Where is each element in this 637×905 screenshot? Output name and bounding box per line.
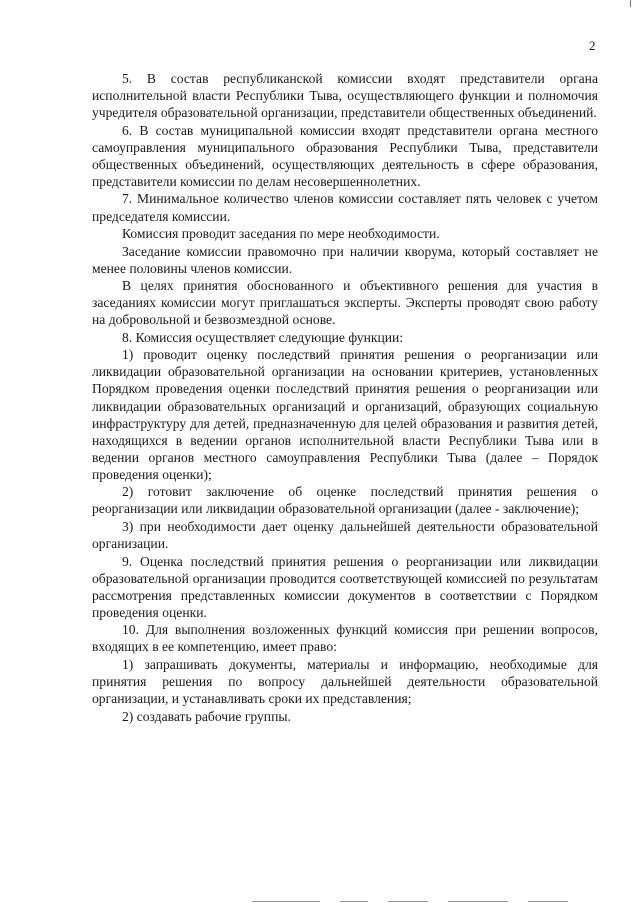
scan-artifact-line xyxy=(448,901,508,902)
paragraph-8-item-3: 3) при необходимости дает оценку дальнейшей деятельности образовательной организации. xyxy=(92,518,598,552)
paragraph-6: 6. В состав муниципальной комиссии входят представители органа местного самоуправления муниципального образования Республики Тыва, представители общественных объединений, осуществляющих деятельность в сфере образования, представители комиссии по делам несовершеннолетних. xyxy=(92,122,598,189)
paragraph-9: 9. Оценка последствий принятия решения о реорганизации или ликвидации образовательной организации проводится соответствующей комиссией по результатам рассмотрения представленных комиссии документов в соответствии с Порядком проведения оценки. xyxy=(92,553,598,620)
page-number: 2 xyxy=(589,38,596,53)
scan-artifact-line xyxy=(340,901,368,902)
paragraph-5: 5. В состав республиканской комиссии входят представители органа исполнительной власти Республики Тыва, осуществляющего функции и полномочия учредителя образовательной организации, представители общественных объединений. xyxy=(92,71,598,121)
paragraph-10: 10. Для выполнения возложенных функций комиссия при решении вопросов, входящих в ее компетенцию, имеет право: xyxy=(92,622,598,655)
scan-artifact-line xyxy=(528,901,568,902)
paragraph-experts: В целях принятия обоснованного и объективного решения для участия в заседаниях комиссии могут приглашаться эксперты. Эксперты проводят свою работу на добровольной и безвозмездной основе. xyxy=(92,278,598,328)
document-body xyxy=(92,70,598,725)
paragraph-8-item-2: 2) готовит заключение об оценке последствий принятия решения о реорганизации или ликвидации образовательной организации (далее - заключение); xyxy=(92,484,598,517)
paragraph-8-item-1: 1) проводит оценку последствий принятия решения о реорганизации или ликвидации образовательной организации на основании критериев, установленных Порядком проведения оценки последствий принятия решения о реорганизации или ликвидации образовательных организаций и организаций, образующих социальную инфраструктуру для детей, предназначенную для целей образования и развития детей, находящихся в ведении органов исполнительной власти Республики Тыва или в ведении органов местного самоуправления Республики Тыва (далее – Порядок проведения оценки); xyxy=(92,347,598,482)
scan-artifact-line xyxy=(252,901,320,902)
paragraph-meetings: Комиссия проводит заседания по мере необходимости. xyxy=(122,226,440,242)
paragraph-10-item-1: 1) запрашивать документы, материалы и информацию, необходимые для принятия решения по вопросу дальнейшей деятельности образовательной организации, и устанавливать сроки их представления; xyxy=(92,656,598,707)
paragraph-7: 7. Минимальное количество членов комиссии составляет пять человек с учетом председателя комиссии. xyxy=(92,191,598,224)
scan-corner-mark xyxy=(630,0,631,7)
paragraph-10-item-2: 2) создавать рабочие группы. xyxy=(122,708,291,724)
paragraph-quorum: Заседание комиссии правомочно при наличии кворума, который составляет не менее половины членов комиссии. xyxy=(92,243,598,276)
paragraph-8: 8. Комиссия осуществляет следующие функции: xyxy=(122,329,404,345)
scan-artifact-line xyxy=(388,901,428,902)
